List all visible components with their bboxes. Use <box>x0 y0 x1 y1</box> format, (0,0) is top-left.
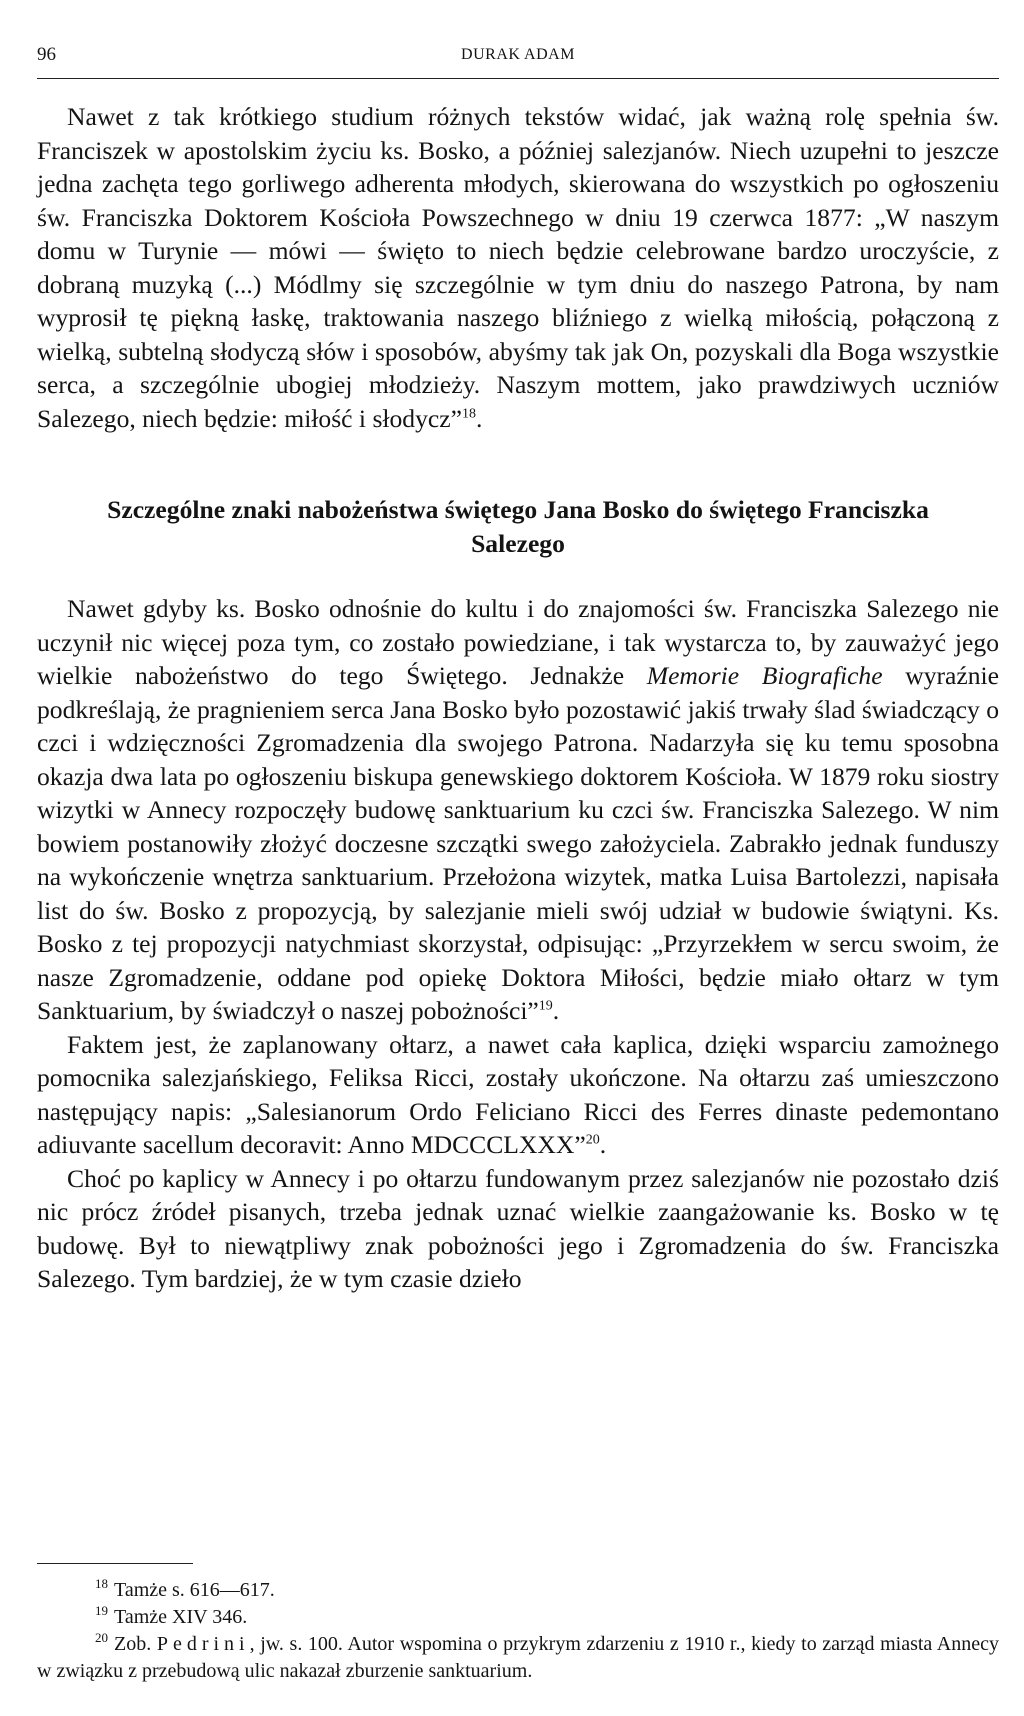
paragraph-1-end: . <box>475 403 483 433</box>
page-header <box>37 44 999 70</box>
paragraph-1 <box>37 100 999 435</box>
page-number: 96 <box>37 44 56 65</box>
italic-title: Memorie Biografiche <box>646 661 883 690</box>
paragraph-3 <box>37 1028 999 1162</box>
main-text <box>37 100 999 1296</box>
book-page <box>37 0 999 1716</box>
paragraph-2-end: . <box>552 996 560 1025</box>
footnote-number: 18 <box>95 1576 108 1592</box>
footnote-text-b: , jw. s. 100. Autor wspomina o przykrym zdarzeniu z 1910 r., kiedy to zarząd miasta Annecy w związku z przebudową ulic nakazał zburzenie sanktuarium. <box>37 1633 999 1682</box>
paragraph-2-text-a: Nawet gdyby ks. Bosko odnośnie do kultu i do znajomości św. Franciszka Salezego nie uczynił nic więcej poza tym, co zostało powiedziane, i tak wystarcza to, by zauważyć jego wielkie nabożeństwo do tego Świętego. Jednakże <box>37 594 999 690</box>
footnotes <box>37 1577 999 1685</box>
footnote-ref-19[interactable]: 19 <box>538 998 553 1014</box>
author-name-spaced: Pedrini <box>156 1633 250 1655</box>
footnote-number: 20 <box>95 1630 108 1646</box>
header-rule <box>37 78 999 79</box>
footnote-18 <box>37 1577 999 1604</box>
footnote-text: Tamże s. 616—617. <box>114 1579 275 1601</box>
footnote-rule <box>37 1563 193 1564</box>
footnote-text: Tamże XIV 346. <box>114 1606 248 1628</box>
footnote-20 <box>37 1631 999 1685</box>
paragraph-3-end: . <box>599 1130 607 1159</box>
footnote-19 <box>37 1604 999 1631</box>
section-heading: Szczególne znaki nabożeństwa świętego Jana Bosko do świętego Franciszka Salezego <box>107 495 929 558</box>
paragraph-2 <box>37 592 999 1028</box>
paragraph-1-text: Nawet z tak krótkiego studium różnych tekstów widać, jak ważną rolę spełnia św. Franciszek w apostolskim życiu ks. Bosko, a później salezjanów. Niech uzupełni to jeszcze jedna zachęta tego gorliwego adherenta młodych, skierowana do wszystkich po ogłoszeniu św. Franciszka Doktorem Kościoła Powszechnego w dniu 19 czerwca 1877: „W naszym domu w Turynie — mówi — święto to niech będzie celebrowane bardzo uroczyście, z dobraną muzyką (...) Módlmy się szczególnie w tym dniu do naszego Patrona, by nam wyprosił tę piękną łaskę, traktowania naszego bliźniego z wielką miłością, połączoną z wielką, subtelną słodyczą słów i sposobów, abyśmy tak jak On, pozyskali dla Boga wszystkie serca, a szczególnie ubogiej młodzieży. Naszym mottem, jako prawdziwych uczniów Salezego, niech będzie: miłość i słodycz” <box>37 102 999 433</box>
footnote-ref-18[interactable]: 18 <box>461 405 476 421</box>
footnote-text-a: Zob. <box>114 1633 157 1655</box>
paragraph-3-text: Faktem jest, że zaplanowany ołtarz, a nawet cała kaplica, dzięki wsparciu zamożnego pomocnika salezjańskiego, Feliksa Ricci, zostały ukończone. Na ołtarzu zaś umieszczono następujący napis: „Salesianorum Ordo Feliciano Ricci des Ferres dinaste pedemontano adiuvante sacellum decoravit: Anno MDCCCLXXX” <box>37 1029 999 1159</box>
paragraph-4: Choć po kaplicy w Annecy i po ołtarzu fundowanym przez salezjanów nie pozostało dziś nic prócz źródeł pisanych, trzeba jednak uznać wielkie zaangażowanie ks. Bosko w tę budowę. Był to niewątpliwy znak pobożności jego i Zgromadzenia do św. Franciszka Salezego. Tym bardziej, że w tym czasie dzieło <box>37 1163 999 1293</box>
paragraph-2-text-b: wyraźnie podkreślają, że pragnieniem serca Jana Bosko było pozostawić jakiś trwały ślad świadczący o czci i wdzięczności Zgromadzenia dla swojego Patrona. Nadarzyła się ku temu sposobna okazja dwa lata po ogłoszeniu biskupa genewskiego doktorem Kościoła. W 1879 roku siostry wizytki w Annecy rozpoczęły budowę sanktuarium ku czci św. Franciszka Salezego. W nim bowiem postanowiły złożyć doczesne szczątki swego założyciela. Zabrakło jednak funduszy na wykończenie wnętrza sanktuarium. Przełożona wizytek, matka Luisa Bartolezzi, napisała list do św. Bosko z propozycją, by salezjanie mieli swój udział w budowie świątyni. Ks. Bosko z tej propozycji natychmiast skorzystał, odpisując: „Przyrzekłem w sercu swoim, że nasze Zgromadzenie, oddane pod opiekę Doktora Miłości, będzie miało ołtarz w tym Sanktuarium, by świadczył o naszej pobożności” <box>37 661 999 1025</box>
running-head: DURAK ADAM <box>461 46 575 63</box>
footnote-ref-20[interactable]: 20 <box>585 1132 600 1148</box>
footnote-number: 19 <box>95 1603 108 1619</box>
